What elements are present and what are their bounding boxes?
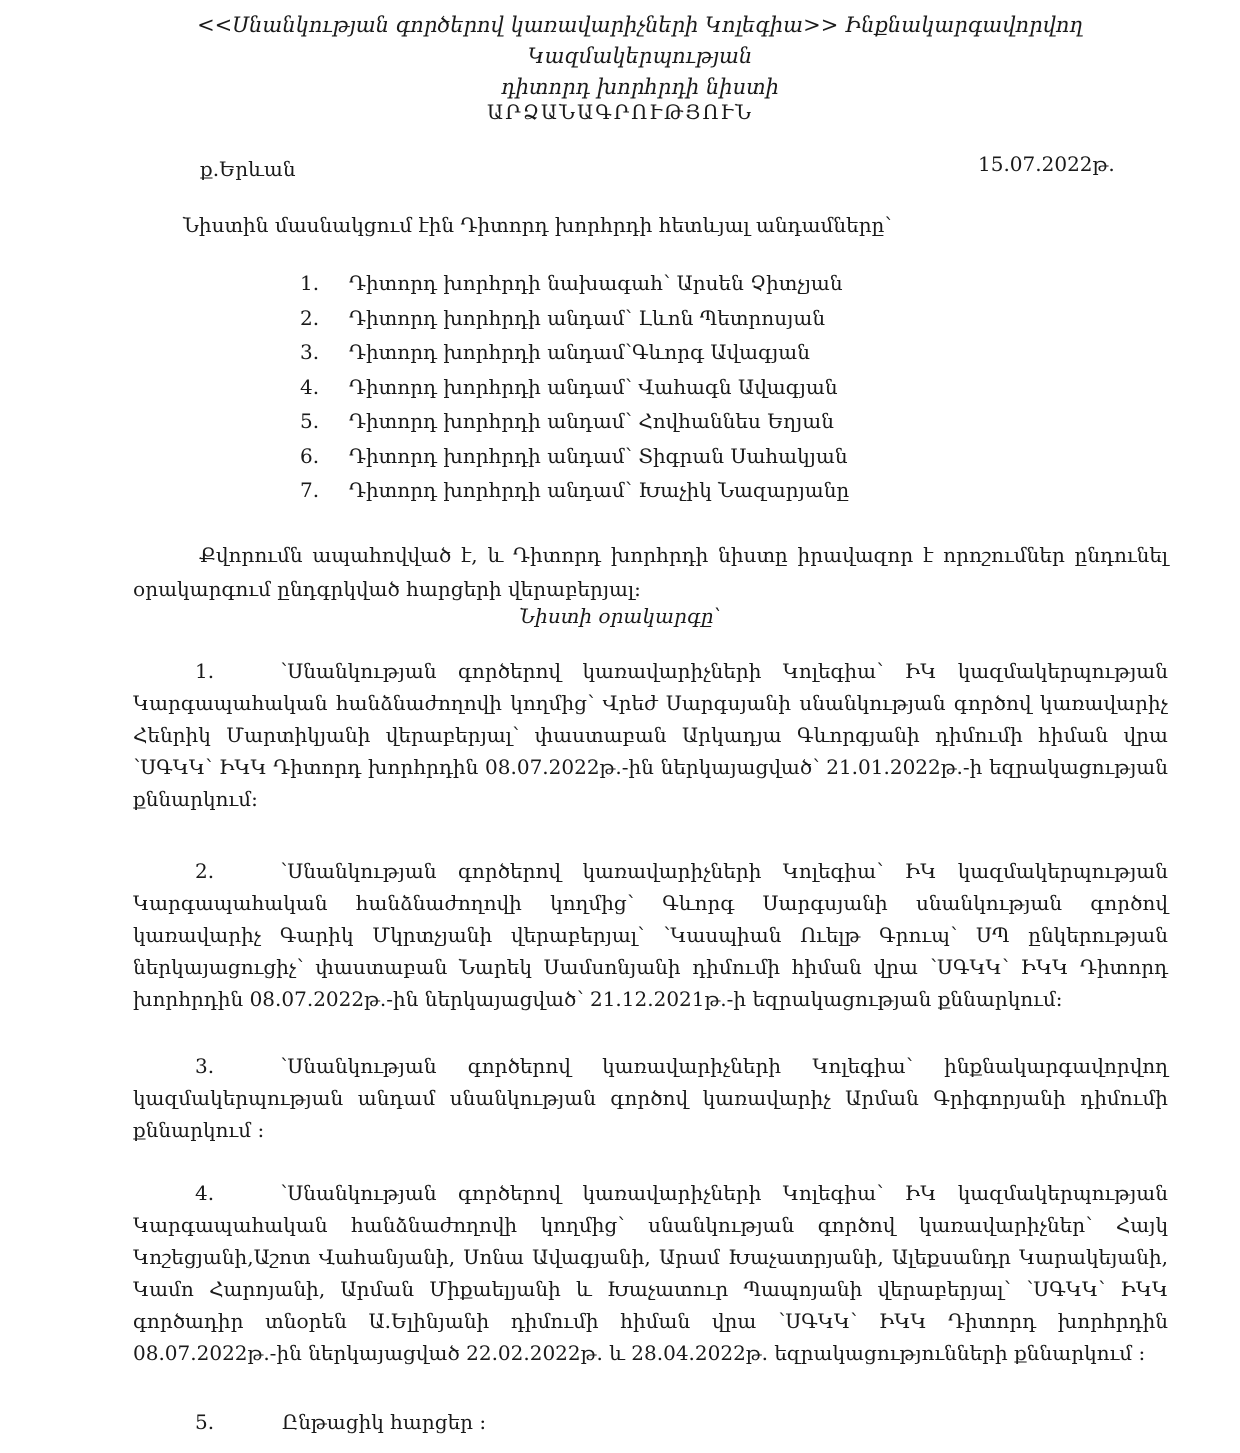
members-list bbox=[300, 266, 849, 508]
agenda-item-number: 4. bbox=[195, 1181, 215, 1205]
member-text: Դիտորդ խորհրդի նախագահ՝ Արսեն Չիտչյան bbox=[349, 271, 843, 295]
member-number: 1. bbox=[300, 271, 320, 295]
agenda-item-text: ՝Սնանկության գործերով կառավարիչների Կոլեգիա՝ ԻԿ կազմակերպության Կարգապահական հանձնաժողովի կողմից՝ Վրեժ Սարգսյանի սնանկության գործով կառավարիչ Հենրիկ Մարտիկյանի վերաբերյալ՝ փաստաբան Արկադյա Գևորգյանի դիմումի հիման վրա ՝ՍԳԿԿ՝ ԻԿԿ Դիտորդ խորհրդին 08.07.2022թ.-ին ներկայացված՝ 21.01.2022թ.-ի եզրակացության քննարկում: bbox=[133, 659, 1168, 811]
document-title: ԱՐՁԱՆԱԳՐՈՒԹՅՈՒՆ bbox=[487, 100, 753, 124]
member-text: Դիտորդ խորհրդի անդամ՝ Վահագն Ավագյան bbox=[349, 374, 838, 399]
agenda-item-number: 3. bbox=[195, 1054, 215, 1078]
agenda-item-number: 5. bbox=[195, 1410, 215, 1434]
header-line-1: <<Սնանկության գործերով կառավարիչների Կոլեգիա>> Ինքնակարգավորվող Կազմակերպության bbox=[197, 13, 1083, 68]
list-item bbox=[300, 473, 849, 508]
member-number: 7. bbox=[300, 478, 320, 502]
member-number: 5. bbox=[300, 409, 320, 433]
agenda-item-number: 1. bbox=[195, 659, 215, 683]
agenda-item-text: ՝Սնանկության գործերով կառավարիչների Կոլեգիա՝ ԻԿ կազմակերպության Կարգապահական հանձնաժողովի կողմից՝ սնանկության գործով կառավարիչներ՝ Հայկ Կոշեցյանի,Աշոտ Վահանյանի, Սոնա Ավագյանի, Արամ Խաչատրյանի, Ալեքսանդր Կարակեյանի, Կամո Հարոյանի, Արման Միքաելյանի և Խաչատուր Պապոյանի վերաբերյալ՝ ՝ՍԳԿԿ՝ ԻԿԿ գործադիր տնօրեն Ա.Ելինյանի դիմումի հիման վրա ՝ՍԳԿԿ՝ ԻԿԿ Դիտորդ խորհրդին 08.07.2022թ.-ին ներկայացված 22.02.2022թ. և 28.04.2022թ. եզրակացությունների քննարկում : bbox=[133, 1181, 1168, 1365]
agenda-item-1 bbox=[133, 655, 1168, 815]
member-text: Դիտորդ խորհրդի անդամ՝ Հովհաննես Եղյան bbox=[349, 409, 834, 433]
agenda-item-4 bbox=[133, 1177, 1168, 1369]
member-number: 4. bbox=[300, 374, 320, 399]
document-date: 15.07.2022թ. bbox=[978, 152, 1115, 176]
list-item bbox=[300, 439, 849, 474]
quorum-paragraph: Քվորումն ապահովված է, և Դիտորդ խորհրդի նիստը իրավազոր է որոշումներ ընդունել օրակարգում ընդգրկված հարցերի վերաբերյալ: bbox=[133, 543, 1168, 601]
member-text: Դիտորդ խորհրդի անդամ՝ Տիգրան Սահակյան bbox=[349, 443, 848, 468]
member-number: 6. bbox=[300, 443, 320, 468]
list-item bbox=[300, 266, 849, 301]
agenda-item-5 bbox=[195, 1410, 486, 1434]
agenda-item-text: Ընթացիկ հարցեր : bbox=[282, 1410, 487, 1434]
list-item bbox=[300, 404, 849, 439]
member-number: 2. bbox=[300, 305, 320, 330]
document-city: ք.Երևան bbox=[200, 157, 296, 181]
member-text: Դիտորդ խորհրդի անդամ՝ Լևոն Պետրոսյան bbox=[349, 305, 826, 330]
member-text: Դիտորդ խորհրդի անդամ՝ Խաչիկ Նազարյանը bbox=[349, 478, 850, 502]
agenda-title: Նիստի օրակարգը՝ bbox=[519, 604, 721, 628]
document-header bbox=[100, 10, 1180, 103]
list-item bbox=[300, 370, 849, 405]
agenda-item-text: ՝Սնանկության գործերով կառավարիչների Կոլեգիա՝ ինքնակարգավորվող կազմակերպության անդամ սնանկության գործով կառավարիչ Արման Գրիգորյանի դիմումի քննարկում : bbox=[133, 1054, 1168, 1142]
agenda-item-2 bbox=[133, 855, 1168, 1015]
agenda-item-number: 2. bbox=[195, 859, 215, 883]
member-text: Դիտորդ խորհրդի անդամ՝Գևորգ Ավագյան bbox=[349, 340, 810, 364]
attendees-intro: Նիստին մասնակցում էին Դիտորդ խորհրդի հետևյալ անդամները՝ bbox=[183, 213, 892, 237]
list-item bbox=[300, 335, 849, 370]
agenda-item-3 bbox=[133, 1050, 1168, 1146]
header-line-2: դիտորդ խորհրդի նիստի bbox=[500, 75, 779, 99]
member-number: 3. bbox=[300, 340, 320, 364]
list-item bbox=[300, 301, 849, 336]
agenda-item-text: ՝Սնանկության գործերով կառավարիչների Կոլեգիա՝ ԻԿ կազմակերպության Կարգապահական հանձնաժողովի կողմից՝ Գևորգ Սարգսյանի սնանկության գործով կառավարիչ Գարիկ Մկրտչյանի վերաբերյալ՝ ՝Կասպիան Ուելթ Գրուպ՝ ՍՊ ընկերության ներկայացուցիչ՝ փաստաբան Նարեկ Սամսոնյանի դիմումի հիման վրա ՝ՍԳԿԿ՝ ԻԿԿ Դիտորդ խորհրդին 08.07.2022թ.-ին ներկայացված՝ 21.12.2021թ.-ի եզրակացության քննարկում: bbox=[133, 859, 1168, 1011]
